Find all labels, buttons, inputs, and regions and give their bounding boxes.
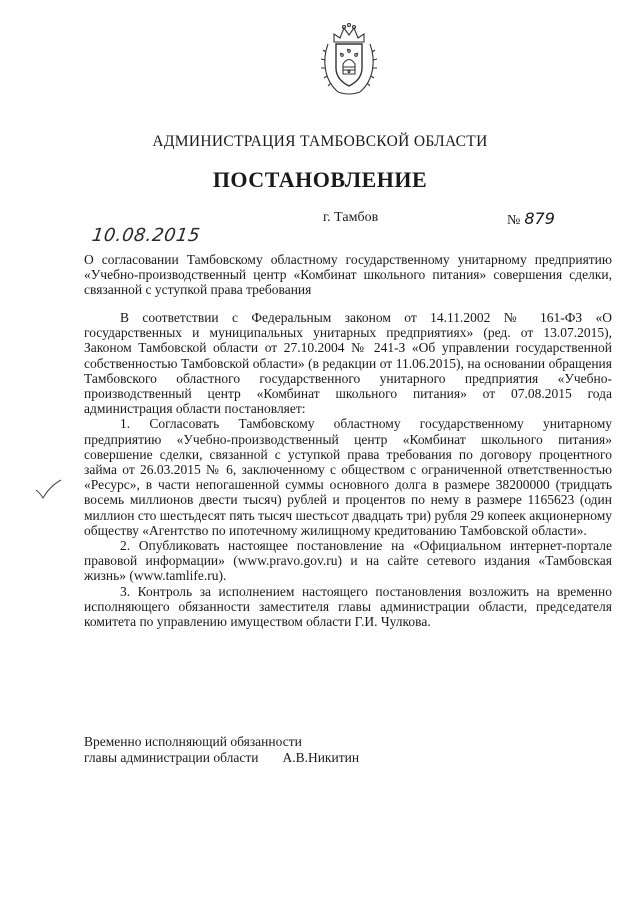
clause-2-paragraph: 2. Опубликовать настоящее постановление на «Официальном интернет-портале правовой информации» (www.pravo.gov.ru) и на сайте сетевого издания «Тамбовская жизнь» (www.tamlife.ru). bbox=[84, 538, 612, 584]
signature-block bbox=[84, 734, 359, 766]
city: г. Тамбов bbox=[323, 210, 379, 225]
document-date: 10.08.2015 bbox=[90, 225, 202, 246]
clause-3-paragraph: 3. Контроль за исполнением настоящего постановления возложить на временно исполняющего обязанности заместителя главы администрации области, председателя комитета по управлению имуществом области Г.И. Чулкова. bbox=[84, 583, 612, 630]
tambov-coat-of-arms-icon bbox=[318, 22, 380, 98]
number-value: 879 bbox=[524, 209, 555, 228]
signatory-position: главы администрации области bbox=[84, 750, 259, 765]
handwritten-check-mark-icon bbox=[34, 478, 62, 500]
signatory-position-line-1: Временно исполняющий обязанности bbox=[84, 734, 302, 749]
clause-1-paragraph: 1. Согласовать Тамбовскому областному государственному унитарному предприятию «Учебно-производственный центр «Комбинат школьного питания» совершение сделки, связанной с уступкой права требования по договору процентного займа от 26.03.2015 № 6, заключенному с обществом с ограниченной ответственностью «Ресурс», в части непогашенной суммы основного долга в размере 38200000 (тридцать восемь миллионов двести тысяч) рублей и процентов по нему в размере 1165623 (один миллион сто шестьдесят пять тысяч шестьсот двадцать три) рубля 29 копеек акционерному обществу «Агентство по ипотечному жилищному кредитованию Тамбовской области». bbox=[84, 416, 612, 538]
signatory-position-line-2 bbox=[84, 750, 359, 766]
number-label: № bbox=[507, 213, 521, 228]
agency-name: АДМИНИСТРАЦИЯ ТАМБОВСКОЙ ОБЛАСТИ bbox=[152, 133, 488, 150]
document-subject: О согласовании Тамбовскому областному государственному унитарному предприятию «Учебно-производственный центр «Комбинат школьного питания» совершения сделки, связанной с уступкой права требования bbox=[84, 252, 612, 297]
preamble-paragraph: В соответствии с Федеральным законом от 14.11.2002 № 161-ФЗ «О государственных и муниципальных унитарных предприятиях» (ред. от 13.07.2015), Законом Тамбовской области от 27.10.2004 № 241-З «Об управлении государственной собственностью Тамбовской области» (в редакции от 11.06.2015), на основании обращения Тамбовского областного государственного унитарного предприятия «Учебно-производственный центр «Комбинат школьного питания» от 07.08.2015 года администрация области постановляет: bbox=[84, 310, 612, 417]
document-number bbox=[507, 209, 555, 229]
document-type-title: ПОСТАНОВЛЕНИЕ bbox=[212, 167, 428, 192]
signatory-name: А.В.Никитин bbox=[282, 750, 360, 765]
document-body bbox=[84, 310, 612, 629]
